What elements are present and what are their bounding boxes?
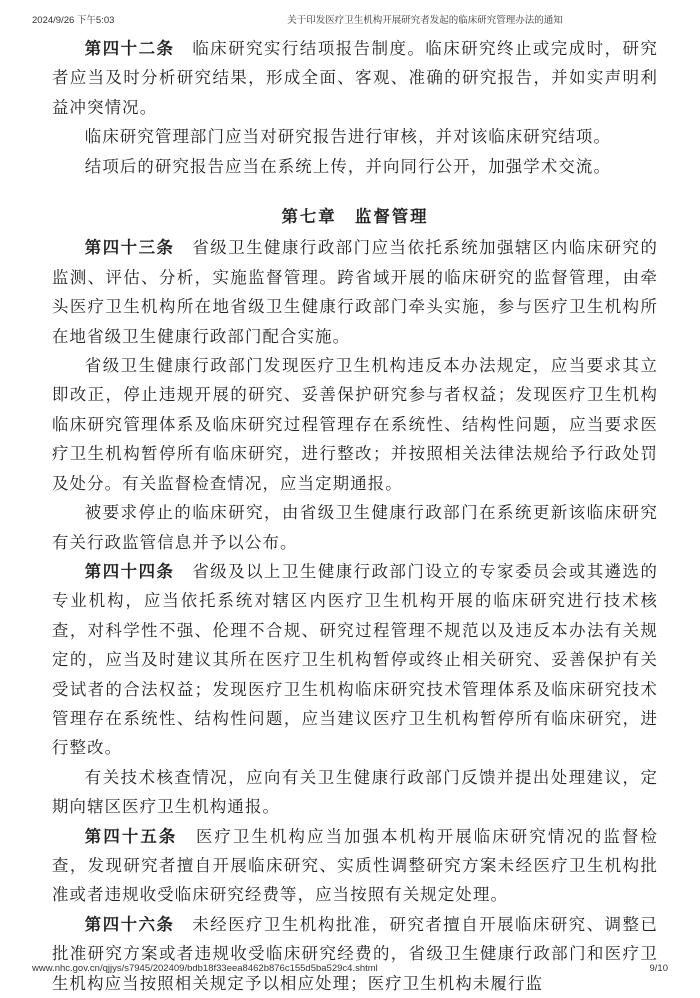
print-header xyxy=(32,12,668,28)
article-text: 医疗卫生机构应当加强本机构开展临床研究情况的监督检查，发现研究者擅自开展临床研究、实质性调整研究方案未经医疗卫生机构批准或者违规收受临床研究经费等，应当按照有关规定处理。 xyxy=(52,826,659,905)
article-45 xyxy=(52,822,658,910)
chapter-heading: 第七章 监督管理 xyxy=(281,207,429,227)
article-text: 省级卫生健康行政部门应当依托系统加强辖区内临床研究的监测、评估、分析，实施监督管理。跨省域开展的临床研究的监督管理，由牵头医疗卫生机构所在地省级卫生健康行政部门牵头实施，参与医疗卫生机构所在地省级卫生健康行政部门配合实施。 xyxy=(52,238,659,346)
article-label: 第四十五条 xyxy=(84,826,178,846)
paragraph: 结项后的研究报告应当在系统上传，并向同行公开，加强学术交流。 xyxy=(84,156,612,176)
article-label: 第四十二条 xyxy=(84,39,175,58)
article-text: 临床研究实行结项报告制度。临床研究终止或完成时，研究者应当及时分析研究结果，形成全面、客观、准确的研究报告，并如实声明利益冲突情况。 xyxy=(52,39,659,117)
paragraph: 有关技术核查情况，应向有关卫生健康行政部门反馈并提出处理建议，定期向辖区医疗卫生机构通报。 xyxy=(52,767,658,817)
article-text: 未经医疗卫生机构批准，研究者擅自开展临床研究、调整已批准研究方案或者违规收受临床研究经费的，省级卫生健康行政部门和医疗卫生机构应当按照相关规定予以相应处理；医疗卫生机构未履行监 xyxy=(52,914,659,993)
article-44 xyxy=(52,557,658,763)
paragraph: 临床研究管理部门应当对研究报告进行审核，并对该临床研究结项。 xyxy=(84,127,612,147)
article-43 xyxy=(52,233,658,351)
paragraph: 省级卫生健康行政部门发现医疗卫生机构违反本办法规定，应当要求其立即改正，停止违规开展的研究、妥善保护研究参与者权益；发现医疗卫生机构临床研究管理体系及临床研究过程管理存在系统性、结构性问题，应当要求医疗卫生机构暂停所有临床研究，进行整改；并按照相关法律法规给予行政处罚及处分。有关监督检查情况，应当定期通报。 xyxy=(52,356,658,493)
document-body xyxy=(52,34,658,998)
article-42 xyxy=(52,34,658,122)
page-url: www.nhc.gov.cn/qjjys/s7945/202409/bdb18f33eea8462b876c155d5ba529c4.shtml xyxy=(32,963,378,974)
article-46 xyxy=(52,910,658,998)
page-number: 9/10 xyxy=(649,963,668,974)
paragraph: 被要求停止的临床研究，由省级卫生健康行政部门在系统更新该临床研究有关行政监管信息并予以公布。 xyxy=(52,503,658,552)
print-date: 2024/9/26 下午5:03 xyxy=(32,15,115,26)
article-label: 第四十三条 xyxy=(84,238,175,258)
article-label: 第四十四条 xyxy=(84,561,175,581)
article-label: 第四十六条 xyxy=(84,914,175,934)
article-text: 省级及以上卫生健康行政部门设立的专家委员会或其遴选的专业机构，应当依托系统对辖区内医疗卫生机构开展的临床研究进行技术核查，对科学性不强、伦理不合规、研究过程管理不规范以及违反本办法有关规定的，应当及时建议其所在医疗卫生机构暂停或终止相关研究、妥善保护有关受试者的合法权益；发现医疗卫生机构临床研究技术管理体系及临床研究技术管理存在系统性、结构性问题，应当建议医疗卫生机构暂停所有临床研究，进行整改。 xyxy=(52,561,659,758)
print-footer xyxy=(32,963,668,979)
document-title: 关于印发医疗卫生机构开展研究者发起的临床研究管理办法的通知 xyxy=(287,15,563,26)
